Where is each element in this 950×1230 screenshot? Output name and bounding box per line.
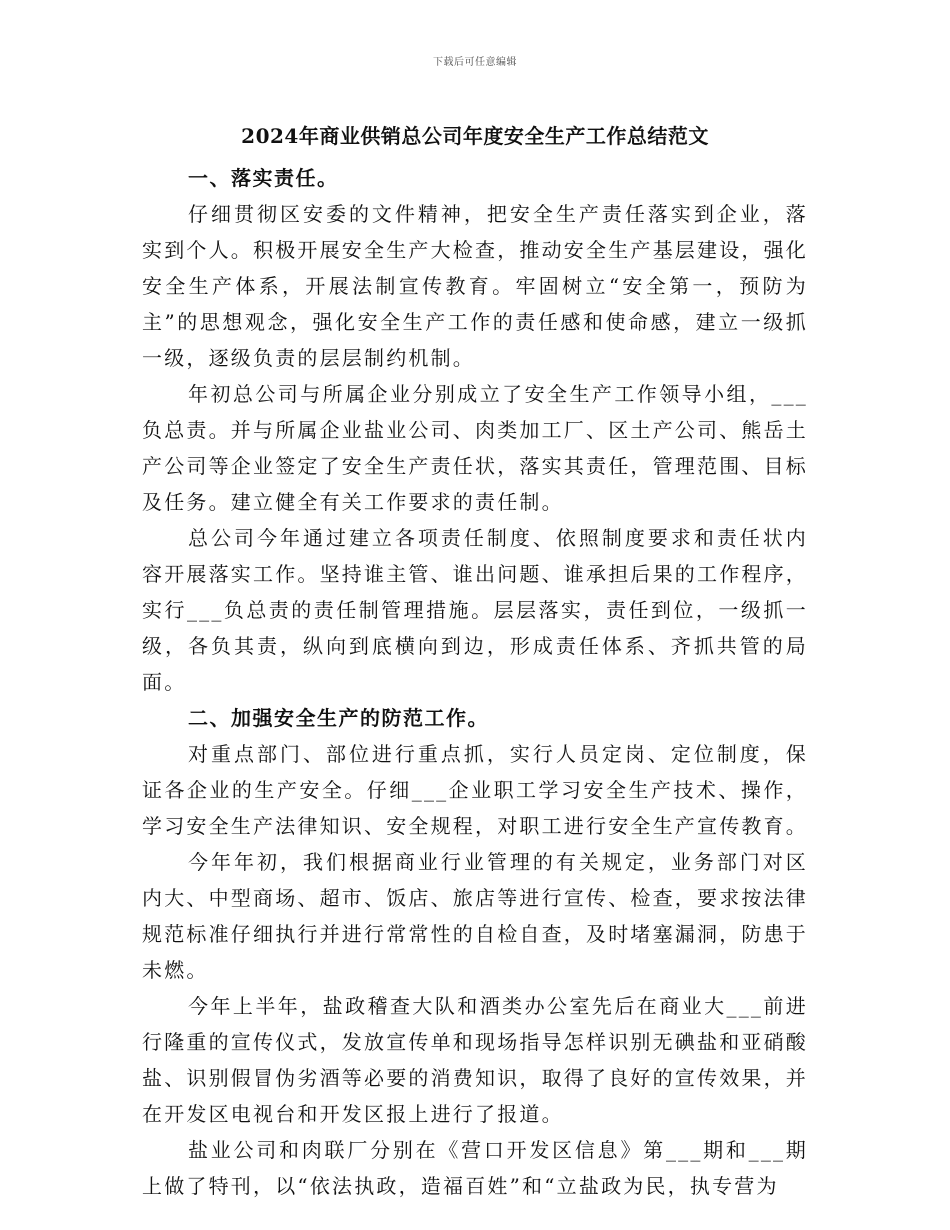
section-heading: 一、落实责任。 xyxy=(188,166,339,190)
paragraph: 年初总公司与所属企业分别成立了安全生产工作领导小组，___负总责。并与所属企业盐业公司、肉类加工厂、区土产公司、熊岳土产公司等企业签定了安全生产责任状，落实其责任，管理范围、目标及任务。建立健全有关工作要求的责任制。 xyxy=(142,382,808,514)
document-body xyxy=(142,160,808,1204)
section-heading: 二、加强安全生产的防范工作。 xyxy=(188,706,489,730)
document-title: 2024年商业供销总公司年度安全生产工作总结范文 xyxy=(241,124,709,148)
paragraph: 总公司今年通过建立各项责任制度、依照制度要求和责任状内容开展落实工作。坚持谁主管、谁出问题、谁承担后果的工作程序，实行___负总责的责任制管理措施。层层落实，责任到位，一级抓一级，各负其责，纵向到底横向到边，形成责任体系、齐抓共管的局面。 xyxy=(142,526,808,694)
paragraph: 今年上半年，盐政稽查大队和酒类办公室先后在商业大___前进行隆重的宣传仪式，发放宣传单和现场指导怎样识别无碘盐和亚硝酸盐、识别假冒伪劣酒等必要的消费知识，取得了良好的宣传效果，并在开发区电视台和开发区报上进行了报道。 xyxy=(142,994,808,1126)
paragraph: 对重点部门、部位进行重点抓，实行人员定岗、定位制度，保证各企业的生产安全。仔细___企业职工学习安全生产技术、操作，学习安全生产法律知识、安全规程，对职工进行安全生产宣传教育。 xyxy=(142,742,808,838)
section-responsibility xyxy=(142,160,808,700)
paragraph: 盐业公司和肉联厂分别在《营口开发区信息》第___期和___期上做了特刊，以“依法执政，造福百姓”和“立盐政为民，执专营为 xyxy=(142,1138,808,1198)
paragraph: 仔细贯彻区安委的文件精神，把安全生产责任落实到企业，落实到个人。积极开展安全生产大检查，推动安全生产基层建设，强化安全生产体系，开展法制宣传教育。牢固树立“安全第一，预防为主”的思想观念，强化安全生产工作的责任感和使命感，建立一级抓一级，逐级负责的层层制约机制。 xyxy=(142,202,808,370)
paragraph: 今年年初，我们根据商业行业管理的有关规定，业务部门对区内大、中型商场、超市、饭店、旅店等进行宣传、检查，要求按法律规范标准仔细执行并进行常常性的自检自查，及时堵塞漏洞，防患于未燃。 xyxy=(142,850,808,982)
section-prevention xyxy=(142,700,808,1204)
header-note: 下载后可任意编辑 xyxy=(433,57,517,68)
